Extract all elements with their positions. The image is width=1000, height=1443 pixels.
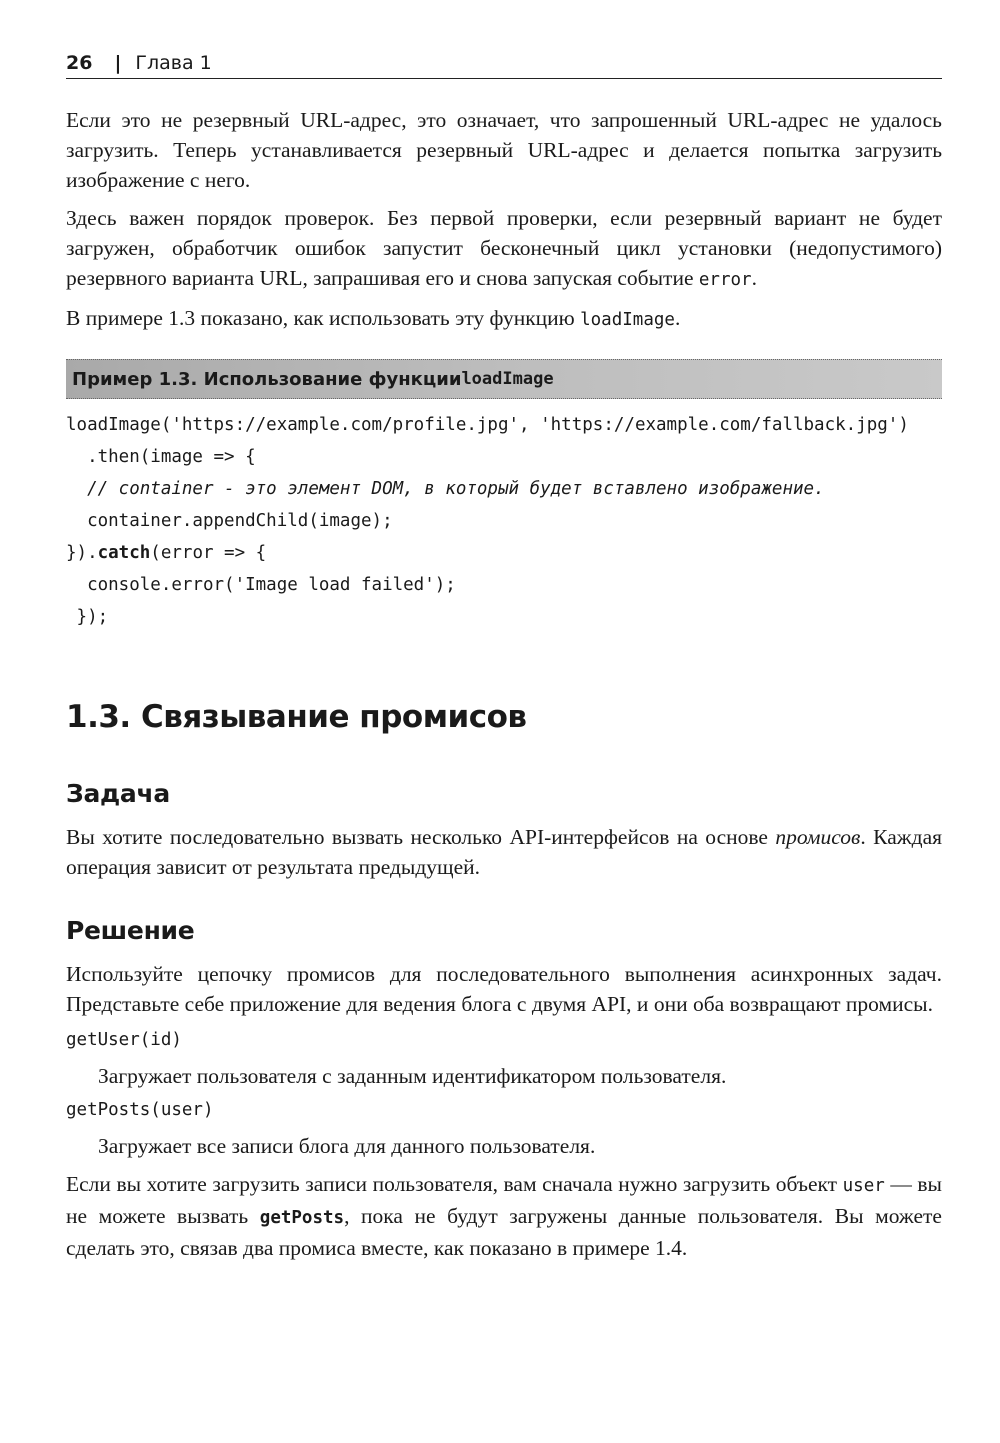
example-title-bar [66,359,942,399]
section-title: 1.3. Связывание промисов [66,699,527,735]
header-separator: | [114,52,122,74]
running-header [66,52,942,79]
paragraph-text: В примере 1.3 показано, как использовать эту функцию [66,306,581,330]
book-page [66,52,942,1263]
code-comment: // container - это элемент DOM, в который будет вставлено изображение. [66,479,825,499]
solution-heading: Решение [66,916,195,945]
paragraph-end: . Каждая операция зависит от результата предыдущей. [66,825,942,879]
paragraph-text: Если вы хотите загрузить записи пользователя, вам сначала нужно загрузить объект [66,1172,843,1196]
paragraph-end: . [674,306,681,330]
code-line: container.appendChild(image); [66,511,393,531]
paragraph-end: . [751,266,757,290]
task-heading: Задача [66,779,170,808]
definition-getposts: Загружает все записи блога для данного пользователя. [98,1134,596,1158]
definition-getuser: Загружает пользователя с заданным идентификатором пользователя. [98,1064,727,1088]
code-line: .then(image => { [66,447,256,467]
inline-code-loadimage: loadImage [580,310,675,330]
paragraph-check-order [66,203,942,295]
code-keyword: catch [97,543,151,563]
paragraph-text: — вы не можете вызвать [66,1172,942,1228]
code-listing [66,409,942,633]
paragraph-text: , пока не будут загружены данные пользователя. Вы можете сделать это, связав два промиса вместе, как показано в примере 1.4. [66,1204,942,1260]
paragraph-fallback: Если это не резервный URL-адрес, это означает, что запрошенный URL-адрес не удалось загрузить. Теперь устанавливается резервный URL-адрес и делается попытка загрузить изображение с него. [66,108,942,192]
inline-code-user: user [842,1176,885,1196]
example-title-code: loadImage [461,369,554,389]
example-title: Пример 1.3. Использование функции [72,368,462,390]
final-paragraph [66,1169,942,1263]
term-getuser: getUser(id) [66,1030,182,1050]
code-line [66,537,942,569]
code-line: console.error('Image load failed'); [66,575,456,595]
code-line: loadImage('https://example.com/profile.jpg', 'https://example.com/fallback.jpg') [66,415,909,435]
chapter-label: Глава 1 [135,52,212,74]
solution-paragraph: Используйте цепочку промисов для последовательного выполнения асинхронных задач. Представьте себе приложение для ведения блога с двумя API, и они оба возвращают промисы. [66,962,942,1016]
code-token: (error => { [150,543,267,563]
italic-term: промисов [775,825,861,849]
code-line: }); [66,607,109,627]
page-number: 26 [66,52,93,74]
inline-code-error: error [698,270,752,290]
term-getposts: getPosts(user) [66,1100,214,1120]
paragraph-text: Вы хотите последовательно вызвать несколько API-интерфейсов на основе [66,825,776,849]
paragraph-text: Здесь важен порядок проверок. Без первой проверки, если резервный вариант не будет загружен, обработчик ошибок запустит бесконечный цикл установки (недопустимого) резервного варианта URL, запрашивая его и снова запуская событие [66,206,942,290]
inline-code-getposts: getPosts [259,1208,345,1228]
task-paragraph [66,822,942,882]
paragraph-example-intro [66,303,942,335]
code-token: }). [66,543,98,563]
